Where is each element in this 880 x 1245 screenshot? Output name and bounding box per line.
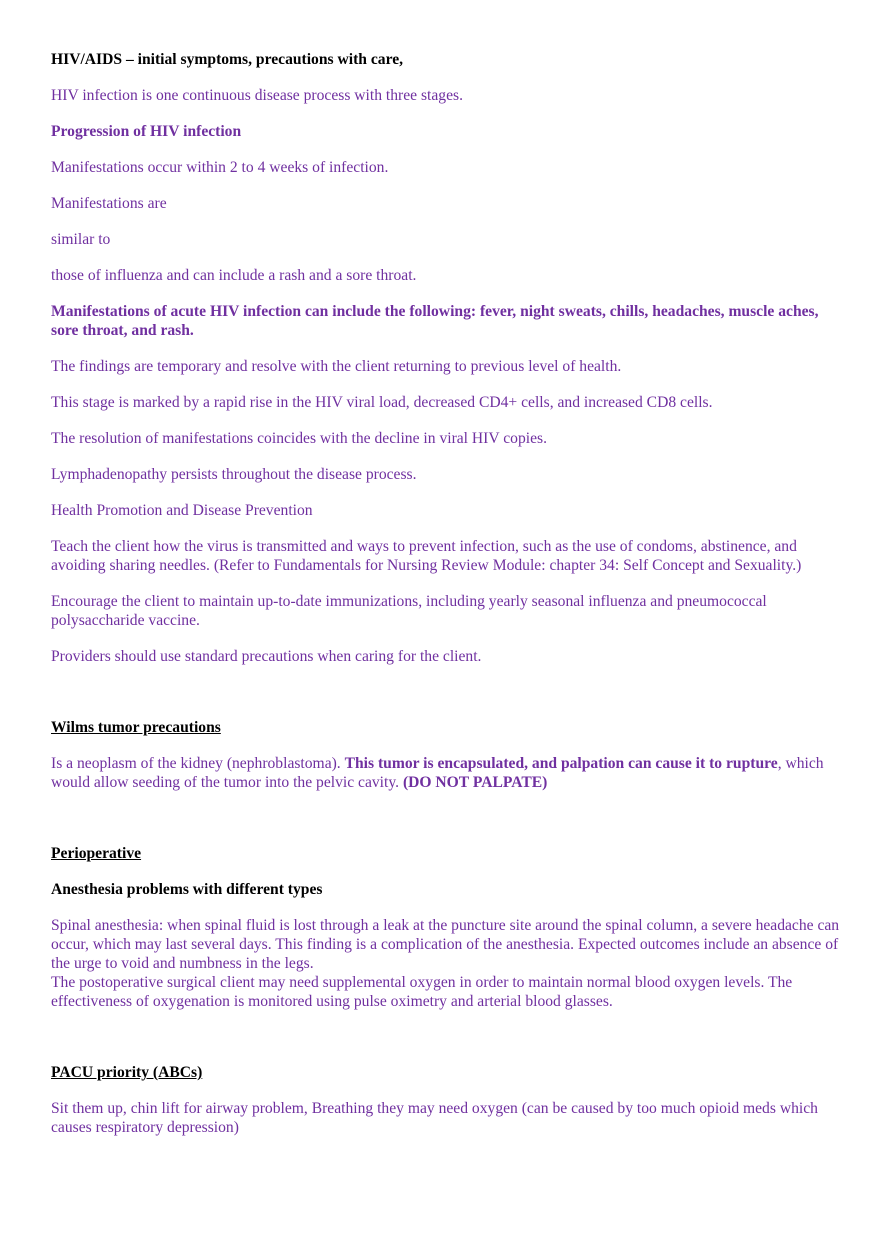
paragraph: Manifestations occur within 2 to 4 weeks of infection. [51,159,389,176]
hiv-intro: HIV infection is one continuous disease process with three stages. [51,87,463,104]
progression-title: Progression of HIV infection [51,123,242,140]
wilms-heading: Wilms tumor precautions [51,719,221,736]
hiv-heading: HIV/AIDS – initial symptoms, precautions with care, [51,51,404,68]
paragraph: This stage is marked by a rapid rise in the HIV viral load, decreased CD4+ cells, and increased CD8 cells. [51,394,713,411]
paragraph: The findings are temporary and resolve with the client returning to previous level of health. [51,358,622,375]
periop-heading: Perioperative [51,845,142,862]
wilms-text-part: Is a neoplasm of the kidney (nephroblastoma). [51,755,345,772]
paragraph: those of influenza and can include a rash and a sore throat. [51,267,417,284]
paragraph: Encourage the client to maintain up-to-date immunizations, including yearly seasonal influenza and pneumococcal polysaccharide vaccine. [51,593,767,629]
spinal-anesthesia-text: Spinal anesthesia: when spinal fluid is lost through a leak at the puncture site around the spinal column, a severe headache can occur, which may last several days. This finding is a complication of the anesthesia. Expected outcomes include an absence of the urge to void and numbness in the legs. [51,917,840,972]
paragraph: Lymphadenopathy persists throughout the disease process. [51,466,417,483]
document-page [51,50,841,1137]
paragraph: Manifestations are [51,195,167,212]
acute-manifestations: Manifestations of acute HIV infection can include the following: fever, night sweats, chills, headaches, muscle aches, sore throat, and rash. [51,303,819,339]
paragraph: The resolution of manifestations coincides with the decline in viral HIV copies. [51,430,547,447]
paragraph: similar to [51,231,111,248]
paragraph: Health Promotion and Disease Prevention [51,502,313,519]
wilms-text-part: , which would allow seeding of the tumor into the pelvic cavity. [51,755,824,791]
paragraph: Providers should use standard precautions when caring for the client. [51,648,482,665]
oxygen-text: The postoperative surgical client may need supplemental oxygen in order to maintain normal blood oxygen levels. The effectiveness of oxygenation is monitored using pulse oximetry and arterial blood glasses. [51,974,793,1010]
wilms-do-not-palpate: (DO NOT PALPATE) [402,774,548,791]
paragraph: Teach the client how the virus is transmitted and ways to prevent infection, such as the use of condoms, abstinence, and avoiding sharing needles. (Refer to Fundamentals for Nursing Review Module: chapter 34: Self Concept and Sexuality.) [51,538,802,574]
anesthesia-subheading: Anesthesia problems with different types [51,881,323,898]
pacu-heading: PACU priority (ABCs) [51,1064,203,1081]
pacu-text: Sit them up, chin lift for airway problem, Breathing they may need oxygen (can be caused by too much opioid meds which causes respiratory depression) [51,1100,818,1136]
wilms-rupture-warning: This tumor is encapsulated, and palpation can cause it to rupture [344,755,778,772]
wilms-text [51,754,841,792]
